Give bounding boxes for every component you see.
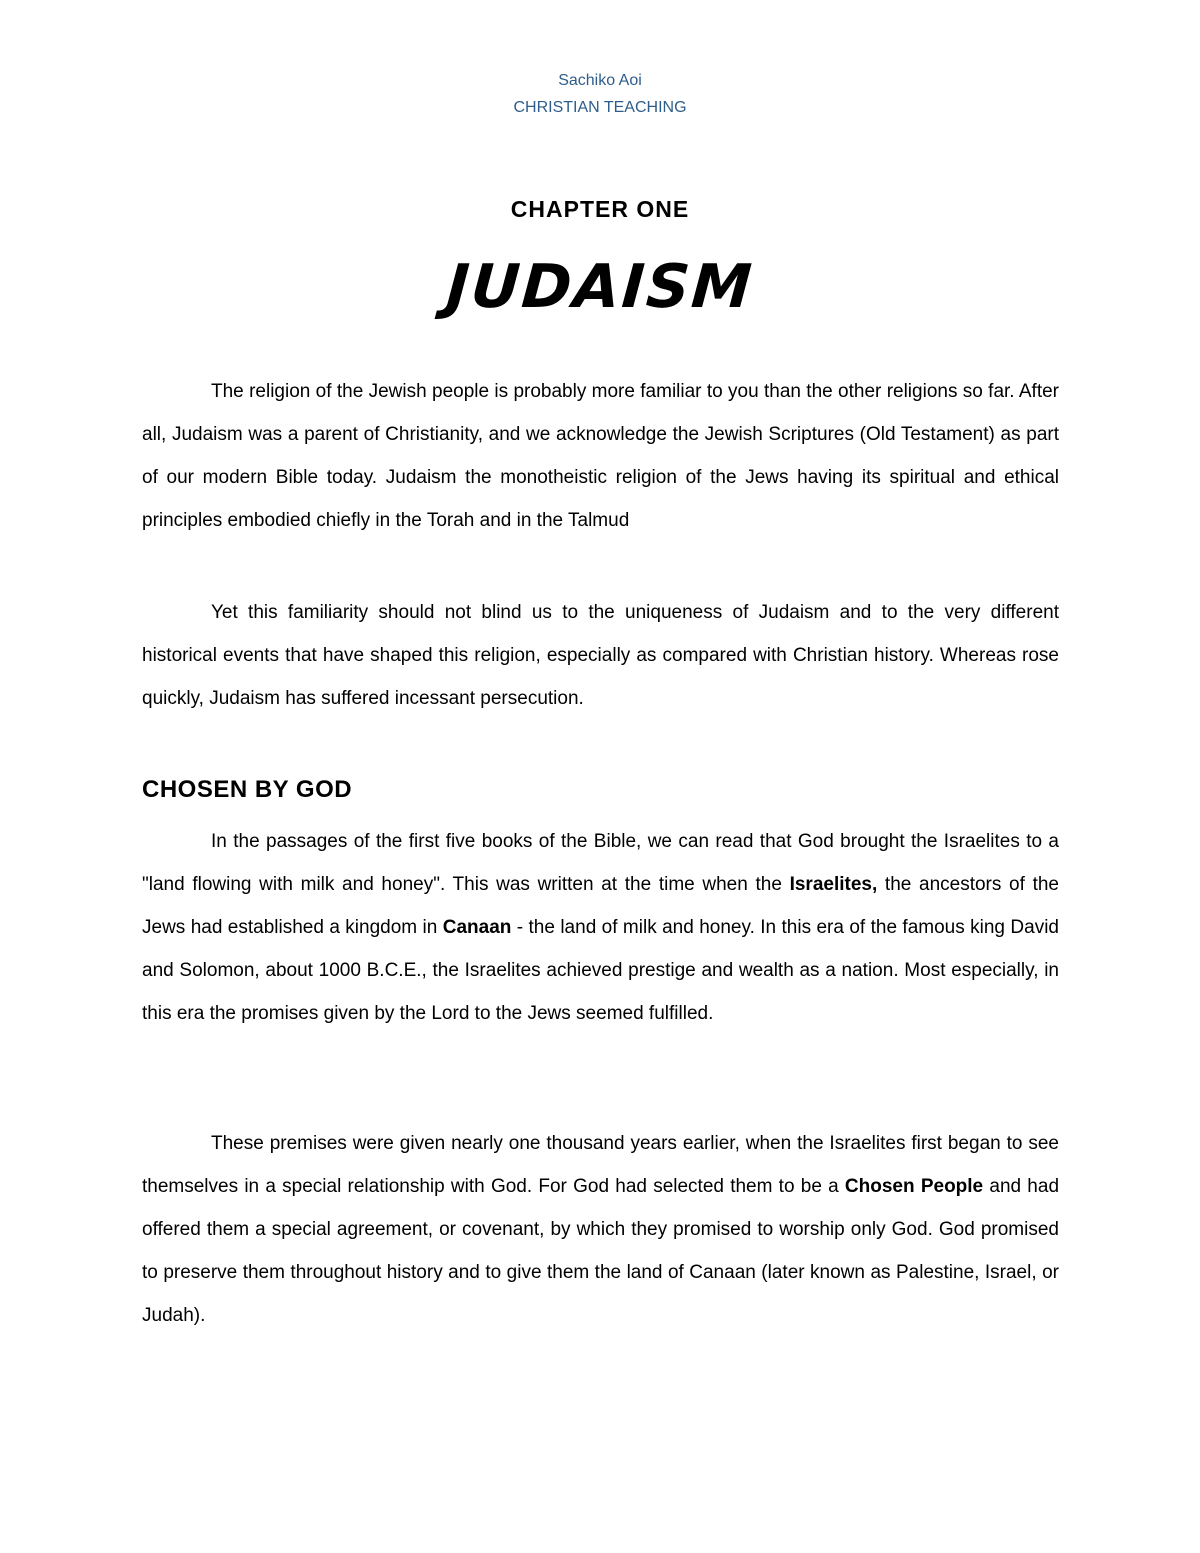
paragraph-text: The religion of the Jewish people is probably more familiar to you than the other religions so far. After all, Judaism was a parent of Christianity, and we acknowledge the Jewish Scriptures (Old Testament) as part of our modern Bible today. Judaism the monotheistic religion of the Jews having its spiritual and ethical principles embodied chiefly in the Torah and in the Talmud bbox=[142, 381, 1059, 531]
chapter-label: CHAPTER ONE bbox=[510, 196, 690, 222]
bold-term-israelites: Israelites, bbox=[789, 874, 878, 895]
paragraph-text-part: In the passages of the first five books of the Bible, we can read that God brought the Israelites to a "land flowing with milk and honey". This was written at the time when the bbox=[142, 831, 1059, 895]
bold-term-canaan: Canaan bbox=[442, 917, 512, 938]
header-author: Sachiko Aoi bbox=[558, 72, 642, 89]
paragraph-intro bbox=[142, 370, 1059, 542]
bold-term-chosen-people: Chosen People bbox=[844, 1176, 984, 1197]
chapter-title: JUDAISM bbox=[444, 252, 756, 322]
header-course: CHRISTIAN TEACHING bbox=[513, 99, 687, 116]
paragraph-text-part: - the land of milk and honey. In this era of the famous king David and Solomon, about 1000 B.C.E., the Israelites achieved prestige and wealth as a nation. Most especially, in this era the promises given by the Lord to the Jews seemed fulfilled. bbox=[142, 917, 1059, 1024]
paragraph-familiarity bbox=[142, 591, 1059, 720]
paragraph-text-part: and had offered them a special agreement, or covenant, by which they promised to worship only God. God promised to preserve them throughout history and to give them the land of Canaan (later known as Palestine, Israel, or Judah). bbox=[142, 1176, 1060, 1326]
paragraph-chosen bbox=[142, 820, 1059, 1035]
paragraph-text-part: the ancestors of the Jews had established a kingdom in bbox=[142, 874, 1059, 938]
paragraph-covenant bbox=[142, 1122, 1059, 1337]
section-heading: CHOSEN BY GOD bbox=[142, 776, 353, 803]
paragraph-text: Yet this familiarity should not blind us to the uniqueness of Judaism and to the very different historical events that have shaped this religion, especially as compared with Christian history. Whereas rose quickly, Judaism has suffered incessant persecution. bbox=[142, 602, 1059, 709]
paragraph-text-part: These premises were given nearly one thousand years earlier, when the Israelites first began to see themselves in a special relationship with God. For God had selected them to be a bbox=[142, 1133, 1059, 1197]
